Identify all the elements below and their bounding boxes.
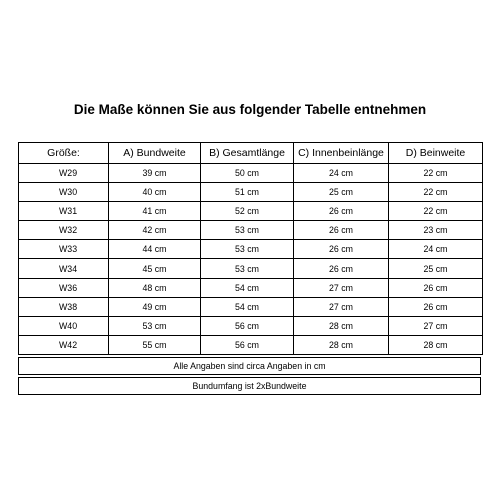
size-cell: W32 — [19, 221, 109, 240]
waist-width-cell: 40 cm — [109, 182, 201, 201]
leg-width-cell: 25 cm — [389, 259, 483, 278]
total-length-cell: 56 cm — [201, 317, 294, 336]
total-length-cell: 53 cm — [201, 259, 294, 278]
table-row — [19, 163, 483, 182]
table-row — [19, 201, 483, 220]
waist-width-cell: 55 cm — [109, 336, 201, 355]
header-total-length: B) Gesamtlänge — [201, 143, 294, 164]
total-length-cell: 54 cm — [201, 297, 294, 316]
leg-width-cell: 26 cm — [389, 278, 483, 297]
leg-width-cell: 28 cm — [389, 336, 483, 355]
inseam-length-cell: 27 cm — [294, 297, 389, 316]
total-length-cell: 52 cm — [201, 201, 294, 220]
waist-width-cell: 39 cm — [109, 163, 201, 182]
waist-width-cell: 44 cm — [109, 240, 201, 259]
approximate-note: Alle Angaben sind circa Angaben in cm — [18, 357, 481, 375]
size-table — [18, 142, 483, 355]
inseam-length-cell: 25 cm — [294, 182, 389, 201]
total-length-cell: 50 cm — [201, 163, 294, 182]
header-size: Größe: — [19, 143, 109, 164]
size-cell: W31 — [19, 201, 109, 220]
size-cell: W29 — [19, 163, 109, 182]
inseam-length-cell: 28 cm — [294, 317, 389, 336]
total-length-cell: 51 cm — [201, 182, 294, 201]
header-inseam-length: C) Innenbeinlänge — [294, 143, 389, 164]
leg-width-cell: 22 cm — [389, 163, 483, 182]
table-row — [19, 297, 483, 316]
table-header-row — [19, 143, 483, 164]
size-cell: W40 — [19, 317, 109, 336]
waist-width-cell: 49 cm — [109, 297, 201, 316]
leg-width-cell: 26 cm — [389, 297, 483, 316]
table-row — [19, 240, 483, 259]
size-cell: W36 — [19, 278, 109, 297]
waist-width-cell: 42 cm — [109, 221, 201, 240]
table-row — [19, 278, 483, 297]
table-row — [19, 221, 483, 240]
leg-width-cell: 22 cm — [389, 182, 483, 201]
leg-width-cell: 27 cm — [389, 317, 483, 336]
size-cell: W33 — [19, 240, 109, 259]
leg-width-cell: 24 cm — [389, 240, 483, 259]
waist-width-cell: 41 cm — [109, 201, 201, 220]
header-leg-width: D) Beinweite — [389, 143, 483, 164]
table-row — [19, 317, 483, 336]
table-row — [19, 182, 483, 201]
waist-width-cell: 45 cm — [109, 259, 201, 278]
waist-circumference-note: Bundumfang ist 2xBundweite — [18, 377, 481, 395]
total-length-cell: 56 cm — [201, 336, 294, 355]
size-cell: W34 — [19, 259, 109, 278]
inseam-length-cell: 26 cm — [294, 259, 389, 278]
page-title: Die Maße können Sie aus folgender Tabelle entnehmen — [73, 102, 427, 117]
size-cell: W30 — [19, 182, 109, 201]
inseam-length-cell: 26 cm — [294, 201, 389, 220]
inseam-length-cell: 26 cm — [294, 240, 389, 259]
inseam-length-cell: 26 cm — [294, 221, 389, 240]
size-cell: W38 — [19, 297, 109, 316]
table-row — [19, 259, 483, 278]
total-length-cell: 53 cm — [201, 221, 294, 240]
leg-width-cell: 23 cm — [389, 221, 483, 240]
leg-width-cell: 22 cm — [389, 201, 483, 220]
table-row — [19, 336, 483, 355]
waist-width-cell: 53 cm — [109, 317, 201, 336]
inseam-length-cell: 28 cm — [294, 336, 389, 355]
size-cell: W42 — [19, 336, 109, 355]
total-length-cell: 53 cm — [201, 240, 294, 259]
header-waist-width: A) Bundweite — [109, 143, 201, 164]
waist-width-cell: 48 cm — [109, 278, 201, 297]
total-length-cell: 54 cm — [201, 278, 294, 297]
inseam-length-cell: 27 cm — [294, 278, 389, 297]
inseam-length-cell: 24 cm — [294, 163, 389, 182]
